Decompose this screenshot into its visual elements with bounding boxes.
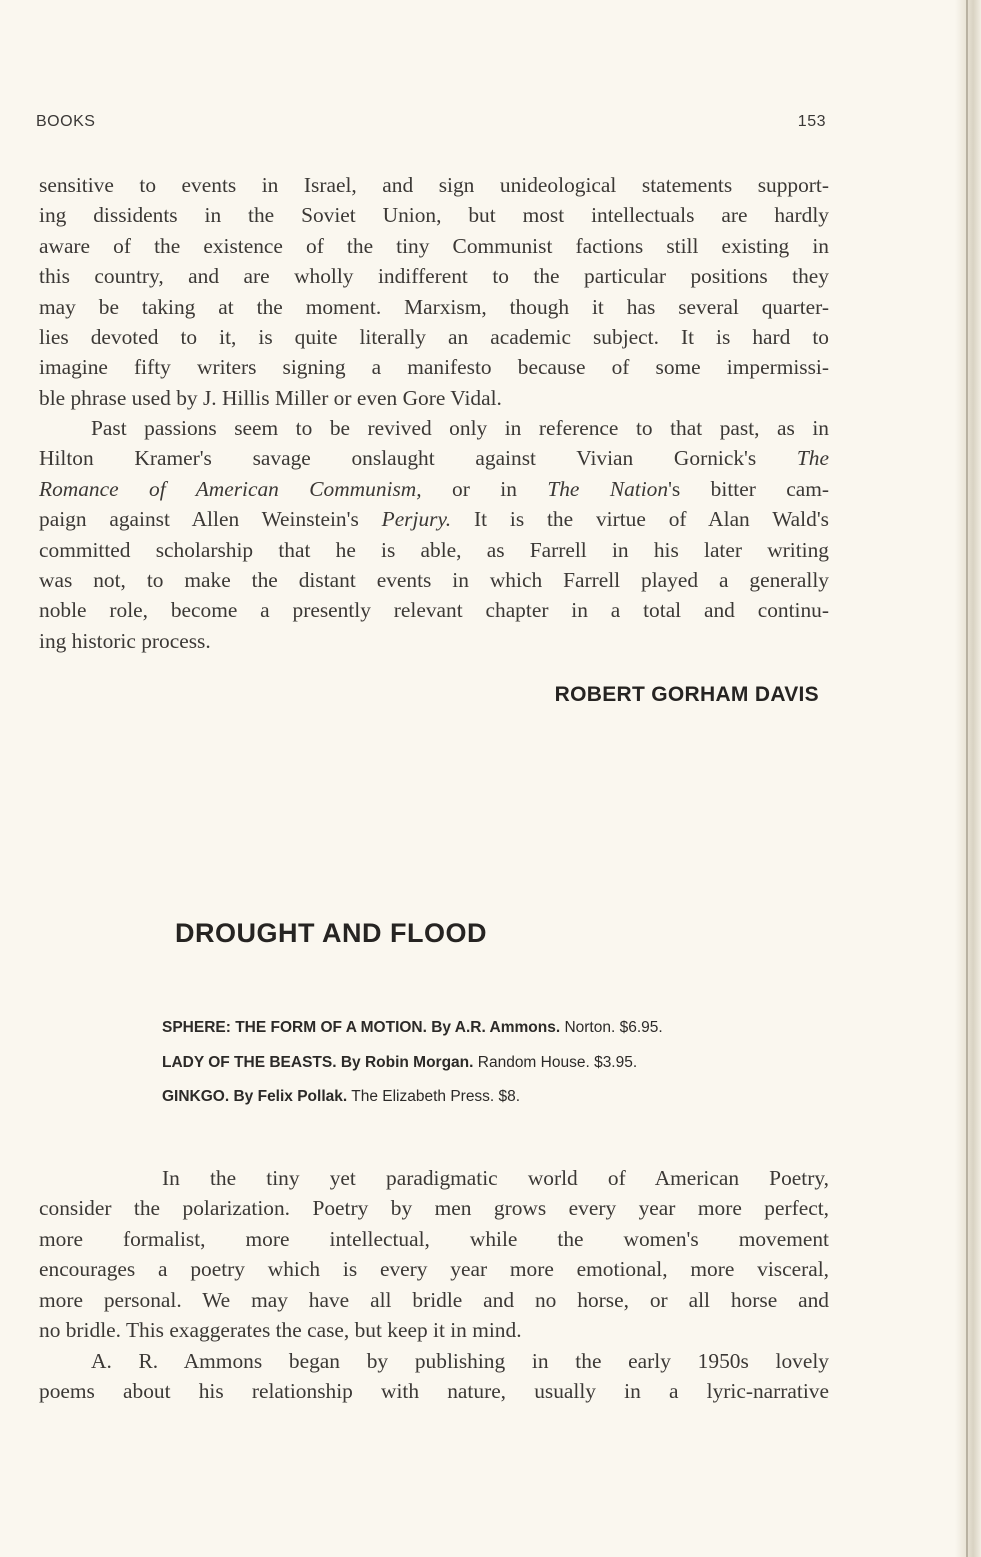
text-line: ing dissidents in the Soviet Union, but most intellectuals are hardly [39, 203, 829, 228]
text-line: ble phrase used by J. Hillis Miller or even Gore Vidal. [39, 385, 502, 410]
book-title: GINKGO. By Felix Pollak. [162, 1088, 348, 1105]
page-gutter-shadow [955, 0, 981, 1557]
book-entry [162, 1018, 663, 1053]
text-line: consider the polarization. Poetry by men grows every year more perfect, [39, 1196, 829, 1221]
text-line: A. R. Ammons began by publishing in the early 1950s lovely [91, 1349, 829, 1373]
paragraph-4 [39, 1346, 829, 1407]
text-line: may be taking at the moment. Marxism, though it has several quarter- [39, 294, 829, 319]
text-line: more formalist, more intellectual, while the women's movement [39, 1226, 829, 1251]
text-line: In the tiny yet paradigmatic world of American Poetry, [162, 1166, 829, 1190]
italic-title: The Nation [547, 476, 669, 501]
reviewed-books-list [162, 1018, 663, 1122]
paragraph-2 [39, 413, 829, 656]
text-line: lies devoted to it, is quite literally an academic subject. It is hard to [39, 325, 829, 350]
book-entry [162, 1087, 663, 1122]
book-title: SPHERE: THE FORM OF A MOTION. By A.R. Ammons. [162, 1019, 561, 1036]
section-title: DROUGHT AND FLOOD [175, 918, 487, 948]
binding-line [966, 0, 968, 1557]
text-run: Hilton Kramer's savage onslaught against Vivian Gornick's [39, 446, 797, 471]
page-number: 153 [797, 113, 826, 130]
book-publisher: Random House. $3.95. [473, 1053, 638, 1071]
text-line [39, 504, 829, 534]
text-run: paign against Allen Weinstein's [39, 507, 382, 532]
text-line [39, 443, 829, 473]
italic-title: Romance of American Communism, [39, 476, 422, 501]
author-signature: ROBERT GORHAM DAVIS [554, 683, 819, 706]
book-entry [162, 1053, 663, 1088]
text-line: ing historic process. [39, 628, 211, 653]
text-run: 's bitter cam- [668, 476, 829, 501]
text-line: no bridle. This exaggerates the case, but keep it in mind. [39, 1318, 522, 1343]
section-label: BOOKS [36, 113, 96, 130]
paragraph-1 [39, 170, 829, 413]
text-run: or in [421, 476, 548, 501]
text-line: this country, and are wholly indifferent to the particular positions they [39, 264, 829, 289]
italic-title: The [796, 446, 829, 471]
text-line [39, 474, 829, 504]
text-line: Past passions seem to be revived only in reference to that past, as in [91, 416, 829, 440]
paragraph-3 [39, 1163, 829, 1345]
text-line: aware of the existence of the tiny Communist factions still existing in [39, 233, 829, 258]
text-line: committed scholarship that he is able, as Farrell in his later writing [39, 537, 829, 562]
text-line: sensitive to events in Israel, and sign unideological statements support- [39, 173, 829, 197]
book-publisher: The Elizabeth Press. $8. [347, 1088, 521, 1105]
book-publisher: Norton. $6.95. [560, 1019, 663, 1036]
text-line: imagine fifty writers signing a manifesto because of some impermissi- [39, 355, 829, 380]
text-line: poems about his relationship with nature, usually in a lyric-narrative [39, 1379, 829, 1404]
text-line: encourages a poetry which is every year more emotional, more visceral, [39, 1257, 829, 1282]
text-line: was not, to make the distant events in which Farrell played a generally [39, 568, 829, 593]
text-line: noble role, become a presently relevant chapter in a total and continu- [39, 598, 829, 623]
text-run: It is the virtue of Alan Wald's [451, 507, 829, 532]
text-line: more personal. We may have all bridle and no horse, or all horse and [39, 1287, 829, 1312]
book-title: LADY OF THE BEASTS. By Robin Morgan. [162, 1053, 474, 1071]
italic-title: Perjury. [381, 507, 452, 532]
